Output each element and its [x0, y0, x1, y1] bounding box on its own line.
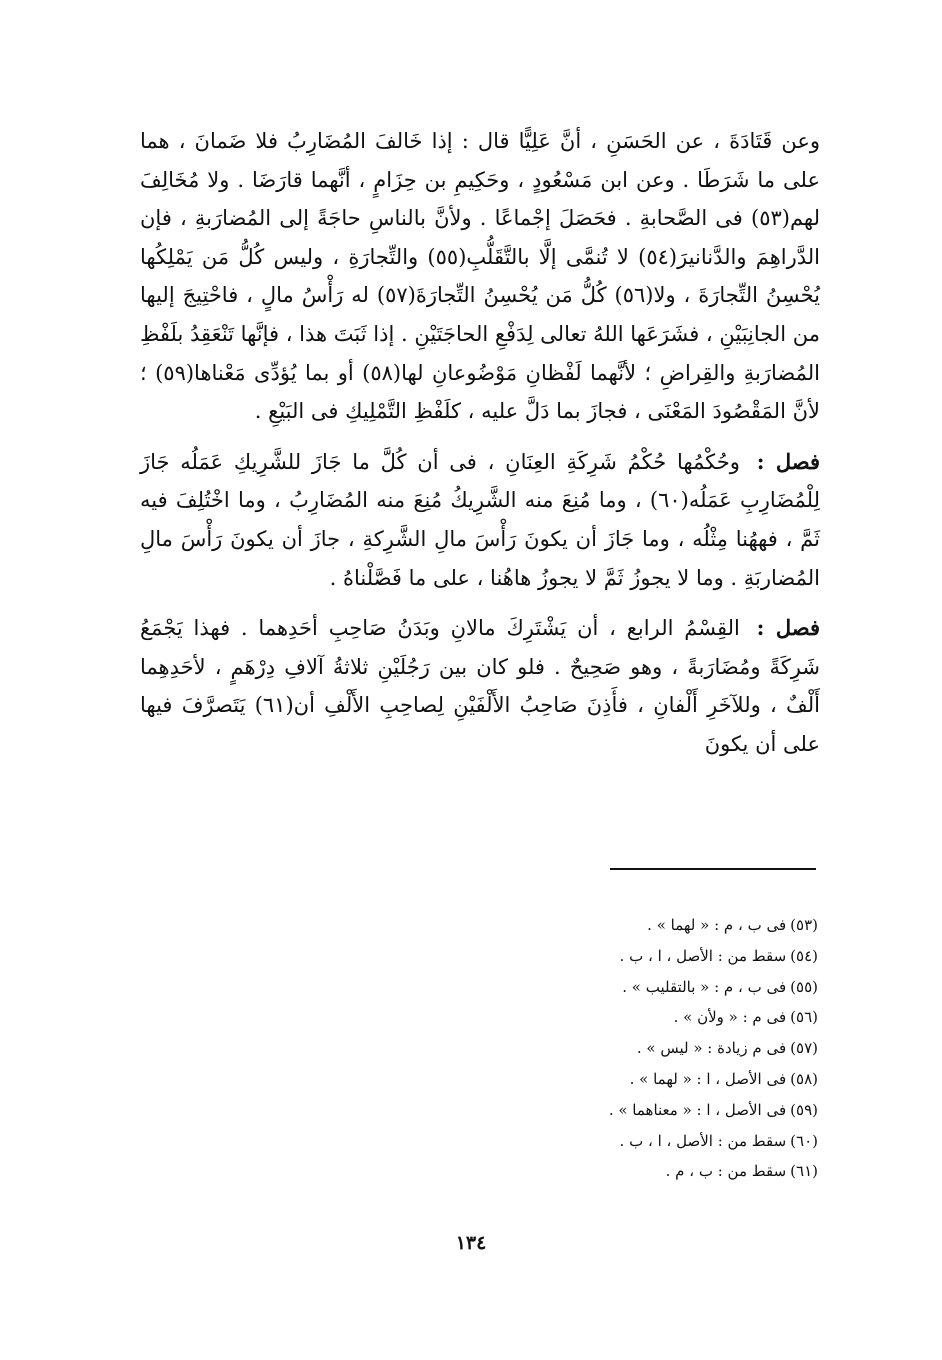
footnote-number: (٥٦)	[790, 1008, 818, 1027]
footnote-number: (٥٤)	[790, 946, 818, 965]
paragraph-3	[140, 609, 820, 763]
page-number: ١٣٤	[455, 1232, 487, 1254]
footnote-text: سقط من : ب ، م .	[665, 1162, 787, 1181]
footnote-number: (٥٣)	[790, 916, 818, 934]
footnote-number: (٦٠)	[790, 1131, 818, 1150]
footnote-text: فى ب ، م : « بالتقليب » .	[622, 977, 787, 996]
footnote-number: (٥٨)	[790, 1069, 818, 1088]
paragraph-1	[140, 122, 820, 431]
footnote-number: (٥٩)	[790, 1100, 818, 1119]
footnote-divider	[610, 868, 816, 870]
paragraph-2	[140, 443, 820, 597]
footnote	[420, 1126, 818, 1157]
footnote-number: (٥٧)	[790, 1039, 818, 1058]
footnote-number: (٦١)	[790, 1162, 818, 1181]
main-text	[140, 122, 820, 764]
paragraph-2-text: وحُكْمُها حُكْمُ شَرِكَةِ العِنَانِ ، فى أن كُلَّ ما جَازَ للشَّرِيكِ عَمَلُه جَازَ لِلْمُضَارِبِ عَمَلُه(٦٠) ، وما مُنِعَ منه الشَّرِيكُ مُنِعَ منه المُضَارِبُ ، وما اخْتُلِفَ فيه ثَمَّ ، فههُنا مِثْلُه ، وما جَازَ أن يكونَ رَأْسَ مالِ الشَّرِكةِ ، جازَ أن يكونَ رَأْسَ مالِ المُضاربَةِ . وما لا يجوزُ ثَمَّ لا يجوزُ هاهُنا ، على ما فَصَّلْناهُ .	[140, 449, 821, 590]
footnote	[420, 1156, 818, 1187]
footnote	[420, 1033, 818, 1064]
footnote	[420, 1064, 818, 1095]
footnote	[420, 910, 818, 941]
footnote-text: فى الأصل ، ا : « معناهما » .	[608, 1100, 787, 1119]
footnote	[420, 1002, 818, 1033]
footnote-text: فى م زيادة : « ليس » .	[636, 1039, 787, 1058]
footnote-text: فى ب ، م : « لهما » .	[647, 916, 787, 934]
section-heading-fasl: فصل :	[756, 615, 820, 641]
paragraph-3-text: القِسْمُ الرابع ، أن يَشْتَرِكَ مالانِ وبَدَنُ صَاحِبِ أحَدِهما . فهذا يَجْمَعُ شَرِكَةً ومُضَارَبةً ، وهو صَحِيحٌ . فلو كان بين رَجُلَيْنِ ثلاثةُ آلافِ دِرْهَمٍ ، لأحَدِهِما أَلْفٌ ، وللآخَرِ أَلْفانِ ، فأَذِنَ صَاحِبُ الأَلْفَيْنِ لِصاحِبِ الأَلْفِ أن(٦١) يَتَصرَّفَ فيها على أن يكونَ	[140, 616, 820, 756]
footnote	[420, 972, 818, 1003]
footnote-number: (٥٥)	[790, 977, 818, 996]
footnote	[420, 1095, 818, 1126]
footnote-text: فى الأصل ، ا : « لهما » .	[629, 1069, 787, 1088]
section-heading-fasl: فصل :	[756, 448, 820, 474]
footnotes-list	[420, 910, 818, 1187]
footnote-text: سقط من : الأصل ، ا ، ب .	[619, 946, 787, 965]
footnote-text: سقط من : الأصل ، ا ، ب .	[619, 1131, 787, 1150]
paragraph-1-text: وعن قَتَادَةَ ، عن الحَسَنِ ، أنَّ عَلِيًّا قال : إذا خَالفَ المُضَارِبُ فلا ضَمانَ ، هما على ما شَرَطَا . وعن ابن مَسْعُودٍ ، وحَكِيمِ بن حِزَامٍ ، أنَّهما قارَضَا . ولا مُخَالِفَ لهم(٥٣) فى الصَّحابةِ . فحَصَلَ إجْماعًا . ولأنَّ بالناسِ حاجَةً إلى المُضارَبةِ ، فإن الدَّراهِمَ والدَّنانيرَ(٥٤) لا تُنمَّى إلَّا بالتَّقَلُّبِ(٥٥) والتِّجارَةِ ، وليس كُلُّ مَن يَمْلِكُها يُحْسِنُ التِّجارَةَ ، ولا(٥٦) كُلُّ مَن يُحْسِنُ التِّجارَةَ(٥٧) له رَأْسُ مالٍ ، فاحْتِيجَ إليها من الجانِبَيْنِ ، فشَرَعَها اللهُ تعالى لِدَفْعِ الحاجَتَيْنِ . إذا ثَبَتَ هذا ، فإنَّها تَنْعَقِدُ بلَفْظِ المُضارَبةِ والقِراضِ ؛ لأنَّهما لَفْظانِ مَوْضُوعانِ لها(٥٨) أو بما يُؤدِّى مَعْناها(٥٩) ؛ لأنَّ المَقْصُودَ المَعْنَى ، فجازَ بما دَلَّ عليه ، كلَفْظِ التَّمْلِيكِ فى البَيْعِ .	[140, 129, 821, 424]
footnote	[420, 941, 818, 972]
footnote-text: فى م : « ولأن » .	[673, 1008, 787, 1027]
